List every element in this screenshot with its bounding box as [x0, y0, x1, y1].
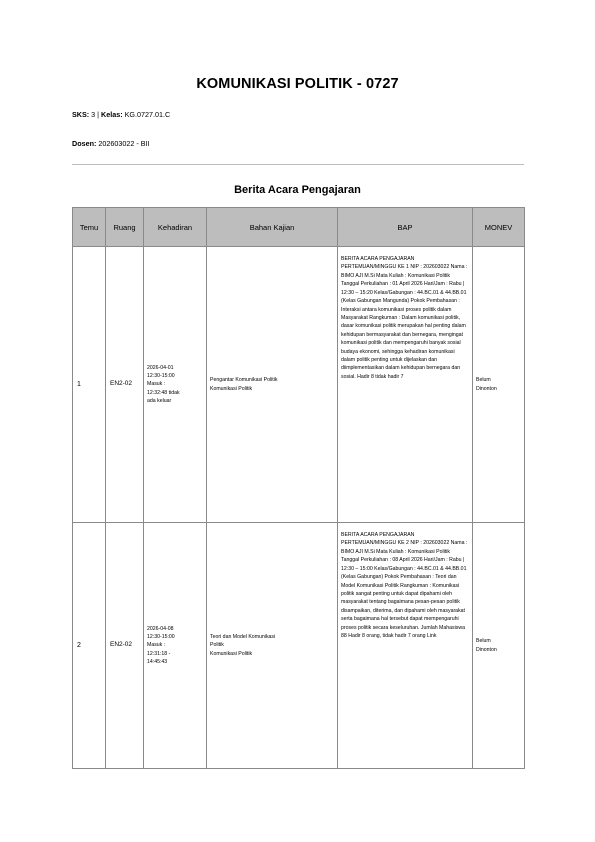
kelas-value: KG.0727.01.C: [122, 110, 171, 119]
kehadiran-date: 2026-04-08: [147, 626, 174, 633]
kehadiran-in-time: 12:31:18 -: [147, 650, 171, 657]
cell-ruang: EN2-02: [106, 523, 144, 769]
col-header-bap: BAP: [338, 208, 473, 247]
cell-monev: [473, 523, 525, 769]
dosen-value: 202603022 - BII: [96, 139, 150, 148]
divider: [72, 164, 524, 165]
kehadiran-out: ada keluar: [147, 397, 172, 404]
col-header-bahan-kajian: Bahan Kajian: [207, 208, 338, 247]
col-header-kehadiran: Kehadiran: [144, 208, 207, 247]
cell-bap: BERITA ACARA PENGAJARAN PERTEMUAN/MINGGU KE 2 NIP : 202603022 Nama : BIMO AJI M.Si Mata Kuliah : Komunikasi Politik Tanggal Perkuliahan : 08 April 2026 Hari/Jam : Rabu | 12:30 – 15:00 Kelas/Gabungan : 44.BC.01 & 44.BB.01 (Kelas Gabungan) Pokok Pembahasan : Teori dan Model Komunikasi Politik Rangkuman : Komunikasi politik sangat penting untuk dapat dipahami oleh masyarakat tentang bagaimana pesan-pesan politik disampaikan, diterima, dan dipahami oleh masyarakat serta bagaimana hal tersebut dapat mempengaruhi proses politik secara keseluruhan. Jumlah Mahasiswa 88 Hadir 8 orang, tidak hadir 7 orang Link: [338, 523, 473, 769]
cell-ruang: EN2-02: [106, 247, 144, 523]
table-row: [73, 523, 525, 769]
kehadiran-time: 12:30-15:00: [147, 373, 175, 380]
dosen-label: Dosen:: [72, 139, 97, 148]
table-row: [73, 247, 525, 523]
monev-status-detail: Dinonton: [476, 646, 497, 653]
col-header-ruang: Ruang: [106, 208, 144, 247]
col-header-temu: Temu: [73, 208, 106, 247]
bahan-topic: Pengantar Komunikasi Politik: [210, 377, 278, 384]
cell-kehadiran: [144, 523, 207, 769]
cell-bap: BERITA ACARA PENGAJARAN PERTEMUAN/MINGGU KE 1 NIP : 202603022 Nama : BIMO AJI M.Si Mata Kuliah : Komunikasi Politik Tanggal Perkuliahan : 01 April 2026 Hari/Jam : Rabu | 12:30 – 15:20 Kelas/Gabungan : 44.BC.01 & 44.BB.01 (Kelas Gabungan Mangunda) Pokok Pembahasan : Interaksi antara komunikasi proses politik dalam Masyarakat Rangkuman : Dalam komunikasi politik, dasar komunikasi politik merupakan hal penting dalam kehidupan bermasyarakat dan bernegara, mengingat komunikasi politik dan mempengaruhi banyak sosial budaya ekonomi, sehingga kehadiran komunikasi dalam politik penting untuk dijelaskan dan diimplementasikan dalam kehidupan bernegara dan sosial. Hadir 8 tidak hadir 7: [338, 247, 473, 523]
kelas-label: Kelas:: [101, 110, 123, 119]
monev-status-detail: Dinonton: [476, 385, 497, 392]
kehadiran-in-time: 12:32:48 tidak: [147, 389, 180, 396]
cell-bahan-kajian: [207, 523, 338, 769]
cell-temu: 1: [73, 247, 106, 523]
bahan-topic-cont: Politik: [210, 642, 224, 649]
cell-temu: 2: [73, 523, 106, 769]
kehadiran-out: 14:45:43: [147, 658, 168, 665]
page-title: KOMUNIKASI POLITIK - 0727: [196, 76, 399, 92]
kehadiran-date: 2026-04-01: [147, 365, 174, 372]
bahan-course: Komunikasi Politik: [210, 385, 253, 392]
cell-bahan-kajian: [207, 247, 338, 523]
lecturer-meta: [72, 139, 150, 148]
kehadiran-masuk: Masuk :: [147, 381, 166, 388]
kehadiran-masuk: Masuk :: [147, 642, 166, 649]
bap-table: [72, 207, 525, 769]
monev-status: Belum: [476, 377, 491, 384]
cell-kehadiran: [144, 247, 207, 523]
kehadiran-time: 12:30-15:00: [147, 634, 175, 641]
bahan-topic: Teori dan Model Komunikasi: [210, 634, 276, 641]
cell-monev: [473, 247, 525, 523]
section-title: Berita Acara Pengajaran: [234, 184, 361, 196]
sks-value: 3 |: [89, 110, 102, 119]
monev-status: Belum: [476, 638, 491, 645]
course-meta: [72, 110, 170, 119]
table-header-row: [73, 208, 525, 247]
sks-label: SKS:: [72, 110, 90, 119]
col-header-monev: MONEV: [473, 208, 525, 247]
bahan-course: Komunikasi Politik: [210, 650, 253, 657]
